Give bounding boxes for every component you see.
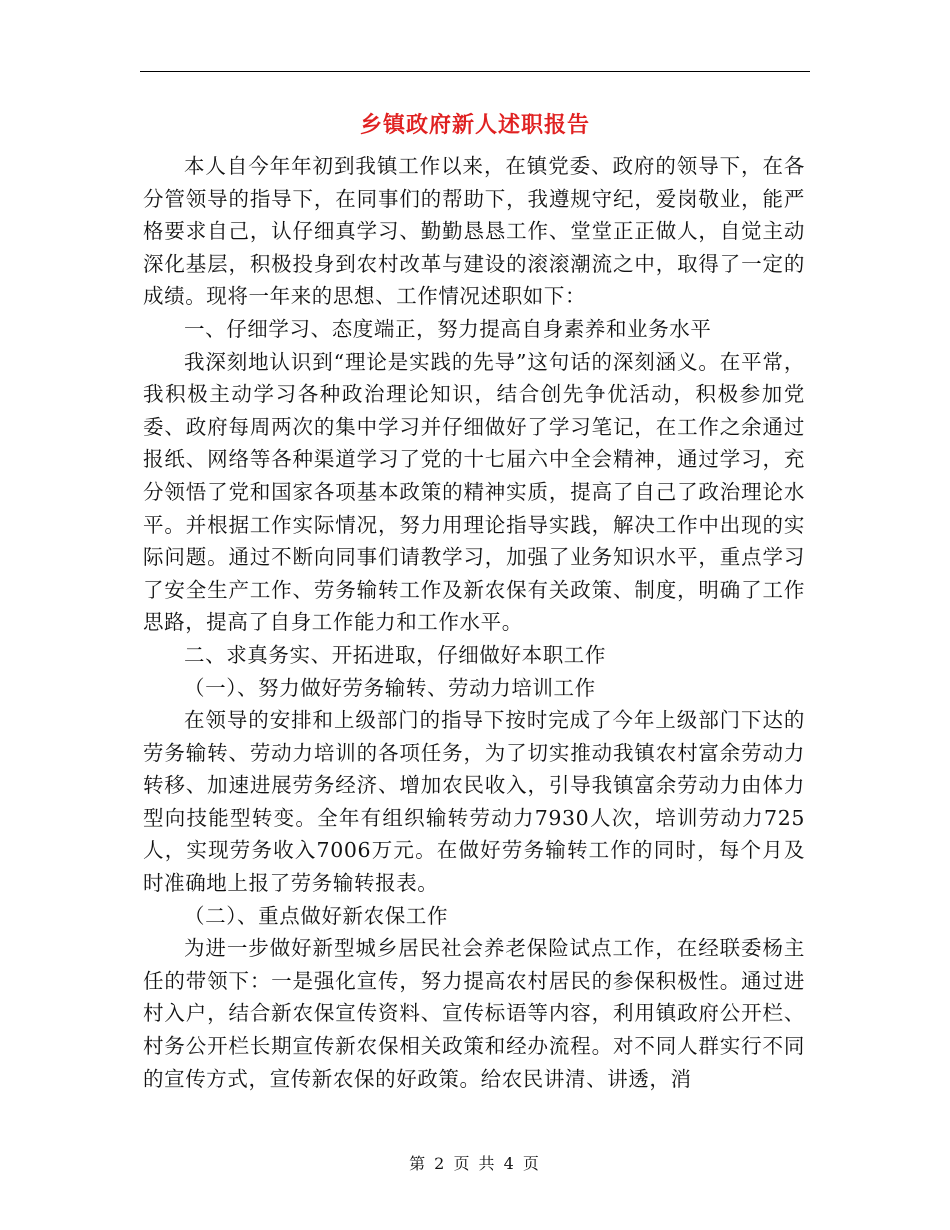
paragraph-study: 我深刻地认识到“理论是实践的先导”这句话的深刻涵义。在平常，我积极主动学习各种政治理论知识，结合创先争优活动，积极参加党委、政府每周两次的集中学习并仔细做好了学习笔记，在工作之余通过报纸、网络等各种渠道学习了党的十七届六中全会精神，通过学习，充分领悟了党和国家各项基本政策的精神实质，提高了自己了政治理论水平。并根据工作实际情况，努力用理论指导实践，解决工作中出现的实际问题。通过不断向同事们请教学习，加强了业务知识水平，重点学习了安全生产工作、劳务输转工作及新农保有关政策、制度，明确了工作思路，提高了自身工作能力和工作水平。	[143, 349, 805, 635]
page-footer	[0, 1152, 950, 1176]
subsection-heading-1: （一）、努力做好劳务输转、劳动力培训工作	[184, 675, 596, 700]
document-title: 乡镇政府新人述职报告	[359, 112, 590, 138]
paragraph-pension: 为进一步做好新型城乡居民社会养老保险试点工作，在经联委杨主任的带领下：一是强化宣传，努力提高农村居民的参保积极性。通过进村入户，结合新农保宣传资料、宣传标语等内容，利用镇政府公开栏、村务公开栏长期宣传新农保相关政策和经办流程。对不同人群实行不同的宣传方式，宣传新农保的好政策。给农民讲清、讲透，消	[143, 936, 805, 1091]
header-rule	[140, 71, 810, 72]
section-heading-1: 一、仔细学习、态度端正，努力提高自身素养和业务水平	[184, 316, 712, 341]
subsection-heading-2: （二）、重点做好新农保工作	[184, 903, 449, 928]
page-number-label: 第 2 页 共 4 页	[409, 1154, 541, 1173]
paragraph-intro: 本人自今年年初到我镇工作以来，在镇党委、政府的领导下，在各分管领导的指导下，在同事们的帮助下，我遵规守纪，爱岗敬业，能严格要求自己，认仔细真学习、勤勤恳恳工作、堂堂正正做人，自觉主动深化基层，积极投身到农村改革与建设的滚滚潮流之中，取得了一定的成绩。现将一年来的思想、工作情况述职如下：	[143, 154, 805, 309]
paragraph-labor: 在领导的安排和上级部门的指导下按时完成了今年上级部门下达的劳务输转、劳动力培训的各项任务，为了切实推动我镇农村富余劳动力转移、加速进展劳务经济、增加农民收入，引导我镇富余劳动力由体力型向技能型转变。全年有组织输转劳动力7930人次，培训劳动力725人，实现劳务收入7006万元。在做好劳务输转工作的同时，每个月及时准确地上报了劳务输转报表。	[143, 708, 805, 896]
section-heading-2: 二、求真务实、开拓进取，仔细做好本职工作	[184, 642, 606, 667]
document-body	[143, 150, 805, 1095]
